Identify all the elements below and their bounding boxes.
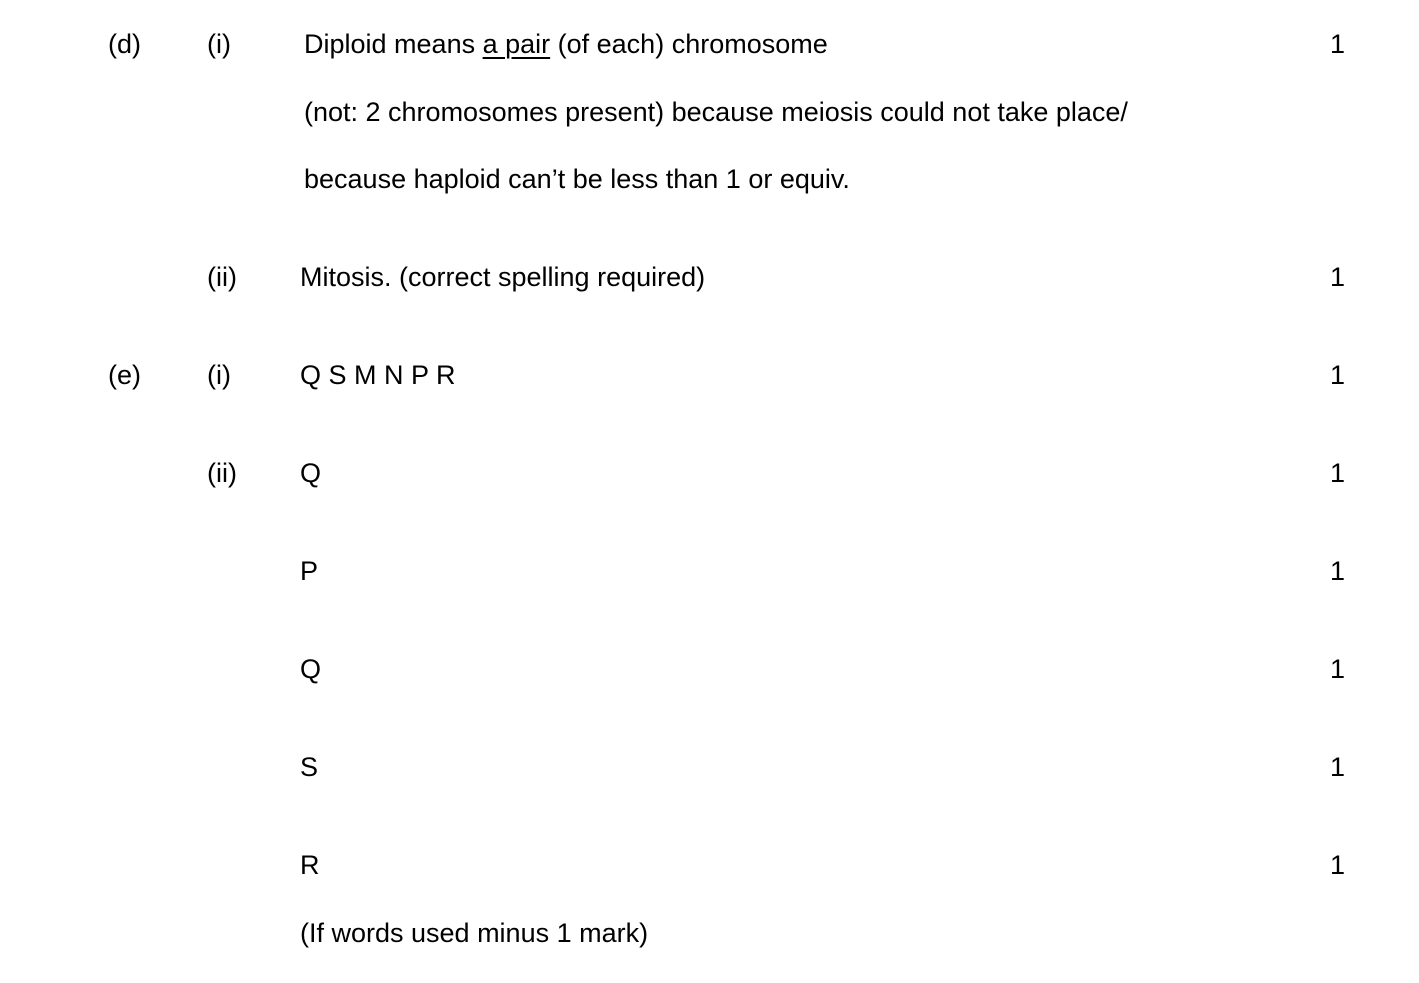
mark-value: 1 [1330, 556, 1346, 586]
mark-value: 1 [1330, 29, 1346, 59]
answer-text [304, 28, 828, 60]
answer-text: (not: 2 chromosomes present) because meiosis could not take place/ [304, 97, 1128, 127]
part-label: (d) [108, 29, 141, 59]
answer-text: S [300, 752, 319, 782]
mark-value: 1 [1330, 654, 1346, 684]
answer-text: P [300, 556, 319, 586]
answer-text: Q S M N P R [300, 360, 456, 390]
subpart-label: (i) [207, 360, 231, 390]
mark-value: 1 [1330, 262, 1346, 292]
answer-text: Q [300, 654, 322, 684]
answer-text: Mitosis. (correct spelling required) [300, 262, 706, 292]
part-label: (e) [108, 360, 141, 390]
subpart-label: (ii) [207, 262, 237, 292]
subpart-label: (ii) [207, 458, 237, 488]
answer-text: R [300, 850, 320, 880]
answer-text-start: Diploid means [304, 29, 483, 59]
mark-value: 1 [1330, 752, 1346, 782]
mark-value: 1 [1330, 850, 1346, 880]
underlined-key-phrase: a pair [482, 29, 551, 59]
answer-text-end: (of each) chromosome [550, 29, 828, 59]
mark-value: 1 [1330, 360, 1346, 390]
answer-text: because haploid can’t be less than 1 or equiv. [304, 164, 850, 194]
mark-value: 1 [1330, 458, 1346, 488]
marking-note: (If words used minus 1 mark) [300, 918, 649, 948]
answer-text: Q [300, 458, 322, 488]
subpart-label: (i) [207, 29, 231, 59]
